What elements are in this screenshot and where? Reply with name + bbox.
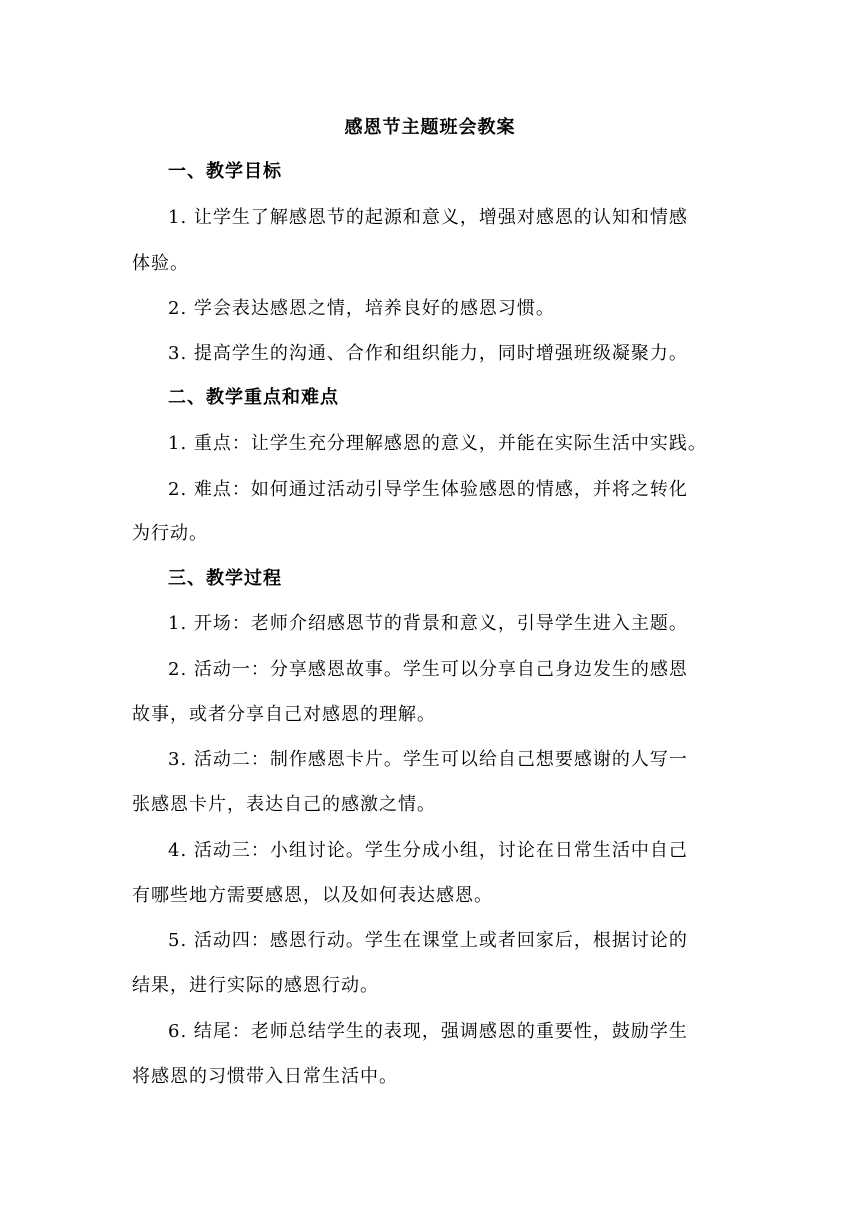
paragraph-line: 张感恩卡片，表达自己的感激之情。 <box>132 794 436 815</box>
paragraph-line: 2. 学会表达感恩之情，培养良好的感恩习惯。 <box>168 298 555 319</box>
paragraph-line: 故事，或者分享自己对感恩的理解。 <box>132 704 436 725</box>
paragraph-line: 6. 结尾：老师总结学生的表现，强调感恩的重要性，鼓励学生 <box>168 1021 688 1042</box>
paragraph-line: 2. 难点：如何通过活动引导学生体验感恩的情感，并将之转化 <box>168 479 688 500</box>
paragraph-line: 1. 开场：老师介绍感恩节的背景和意义，引导学生进入主题。 <box>168 613 688 634</box>
paragraph-line: 1. 重点：让学生充分理解感恩的意义，并能在实际生活中实践。 <box>168 433 707 454</box>
section-heading-objectives: 一、教学目标 <box>168 161 282 182</box>
document-title: 感恩节主题班会教案 <box>344 117 516 138</box>
paragraph-line: 将感恩的习惯带入日常生活中。 <box>132 1066 398 1087</box>
paragraph-line: 4. 活动三：小组讨论。学生分成小组，讨论在日常生活中自己 <box>168 840 688 861</box>
paragraph-line: 结果，进行实际的感恩行动。 <box>132 975 379 996</box>
paragraph-line: 有哪些地方需要感恩，以及如何表达感恩。 <box>132 885 493 906</box>
section-heading-process: 三、教学过程 <box>168 568 282 589</box>
paragraph-line: 2. 活动一：分享感恩故事。学生可以分享自己身边发生的感恩 <box>168 659 688 680</box>
paragraph-line: 为行动。 <box>132 523 208 544</box>
paragraph-line: 3. 提高学生的沟通、合作和组织能力，同时增强班级凝聚力。 <box>168 343 688 364</box>
section-heading-key-points: 二、教学重点和难点 <box>168 387 339 408</box>
paragraph-line: 3. 活动二：制作感恩卡片。学生可以给自己想要感谢的人写一 <box>168 749 688 770</box>
paragraph-line: 5. 活动四：感恩行动。学生在课堂上或者回家后，根据讨论的 <box>168 930 688 951</box>
paragraph-line: 1. 让学生了解感恩节的起源和意义，增强对感恩的认知和情感 <box>168 207 688 228</box>
paragraph-line: 体验。 <box>132 253 189 274</box>
